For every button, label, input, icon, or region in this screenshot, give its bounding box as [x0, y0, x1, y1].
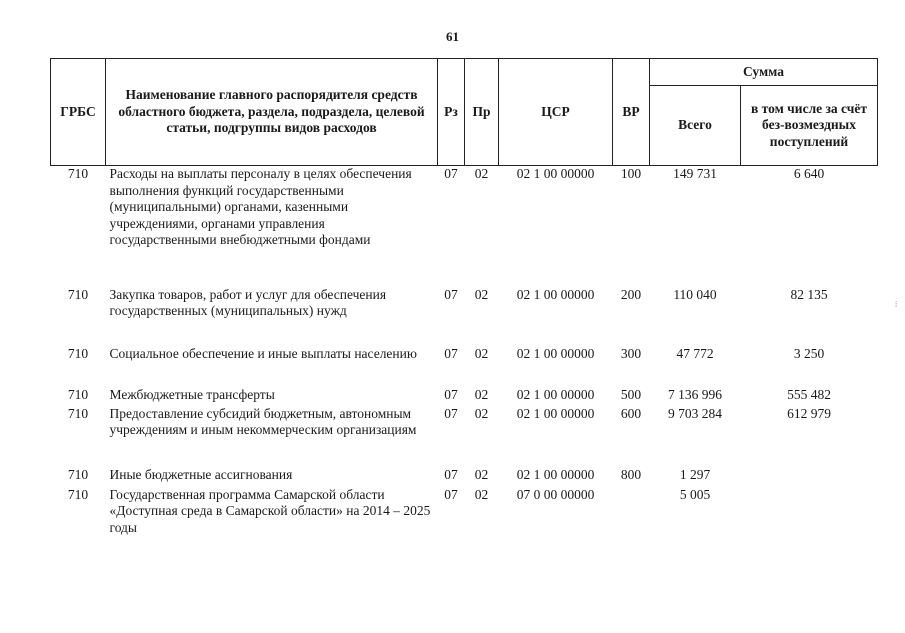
cell-vr: 600 — [620, 405, 642, 421]
header-grbs: ГРБС — [51, 59, 106, 166]
table-row — [51, 287, 878, 346]
cell-vr: 200 — [620, 286, 642, 302]
cell-csr: 02 1 00 00000 — [516, 286, 595, 302]
cell-vr: 800 — [620, 466, 642, 482]
table-row — [51, 166, 878, 287]
cell-csr: 02 1 00 00000 — [516, 466, 595, 482]
table-body — [51, 166, 878, 547]
cell-rz: 07 — [444, 386, 458, 402]
cell-vr: 300 — [620, 345, 642, 361]
cell-rz: 07 — [444, 466, 458, 482]
cell-total: 149 731 — [673, 166, 717, 181]
cell-total: 5 005 — [679, 486, 711, 502]
cell-name: Государственная программа Самарской области «Доступная среда в Самарской области» на 2014 – 2025 годы — [109, 486, 431, 535]
cell-csr: 02 1 00 00000 — [516, 386, 595, 402]
cell-total: 110 040 — [673, 286, 717, 302]
cell-free: 612 979 — [787, 405, 831, 421]
cell-csr: 02 1 00 00000 — [516, 166, 595, 181]
cell-pr: 02 — [474, 405, 489, 421]
cell-pr: 02 — [474, 345, 489, 361]
cell-name: Социальное обеспечение и иные выплаты населению — [109, 345, 417, 361]
cell-pr: 02 — [474, 386, 489, 402]
cell-grbs: 710 — [67, 405, 89, 421]
table-row — [51, 467, 878, 487]
cell-rz: 07 — [444, 166, 458, 181]
cell-grbs: 710 — [67, 286, 89, 302]
header-rz: Рз — [438, 59, 465, 166]
header-vr: ВР — [613, 59, 650, 166]
cell-csr: 07 0 00 00000 — [516, 486, 595, 502]
header-total: Всего — [650, 86, 741, 166]
budget-table — [50, 58, 878, 547]
cell-csr: 02 1 00 00000 — [516, 405, 595, 421]
cell-rz: 07 — [444, 345, 458, 361]
cell-pr: 02 — [474, 466, 489, 482]
cell-grbs: 710 — [67, 386, 89, 402]
table-header — [51, 59, 878, 166]
header-sum: Сумма — [650, 59, 878, 86]
cell-rz: 07 — [444, 405, 458, 421]
cell-free: 6 640 — [793, 166, 825, 181]
table-row — [51, 387, 878, 406]
table-row — [51, 406, 878, 467]
cell-free: 555 482 — [787, 386, 831, 402]
cell-pr: 02 — [474, 286, 489, 302]
header-name: Наименование главного распорядителя средств областного бюджета, раздела, подраздела, целевой статьи, подгруппы видов расходов — [106, 59, 438, 166]
cell-name: Предоставление субсидий бюджетным, автономным учреждениям и иным некоммерческим организациям — [109, 405, 417, 437]
scan-mark: ⁞ — [895, 300, 898, 309]
table-row — [51, 487, 878, 547]
page-number: 61 — [446, 29, 459, 44]
cell-total: 9 703 284 — [668, 405, 722, 421]
header-pr: Пр — [465, 59, 499, 166]
cell-total: 7 136 996 — [668, 386, 722, 402]
cell-vr: 500 — [620, 386, 642, 402]
cell-total: 1 297 — [679, 466, 711, 482]
cell-name: Межбюджетные трансферты — [109, 386, 275, 402]
cell-grbs: 710 — [67, 166, 89, 181]
cell-name: Расходы на выплаты персоналу в целях обеспечения выполнения функций государственными (муниципальными) органами, казенными учреждениями, органами управления государственными внебюджетными фондами — [109, 166, 412, 247]
cell-pr: 02 — [474, 486, 489, 502]
header-csr: ЦСР — [499, 59, 613, 166]
cell-name: Иные бюджетные ассигнования — [109, 466, 293, 482]
cell-csr: 02 1 00 00000 — [516, 345, 595, 361]
header-free: в том числе за счёт без-возмездных поступлений — [741, 86, 878, 166]
cell-free: 82 135 — [790, 286, 828, 302]
cell-grbs: 710 — [67, 466, 89, 482]
cell-rz: 07 — [444, 486, 458, 502]
cell-rz: 07 — [444, 286, 458, 302]
cell-vr — [613, 487, 650, 547]
cell-free — [741, 467, 878, 487]
cell-vr: 100 — [620, 166, 642, 181]
cell-total: 47 772 — [676, 345, 714, 361]
cell-grbs: 710 — [67, 345, 89, 361]
cell-name: Закупка товаров, работ и услуг для обеспечения государственных (муниципальных) нужд — [109, 286, 387, 318]
cell-free — [741, 487, 878, 547]
table-row — [51, 346, 878, 387]
cell-grbs: 710 — [67, 486, 89, 502]
cell-free: 3 250 — [793, 345, 825, 361]
cell-pr: 02 — [474, 166, 489, 181]
